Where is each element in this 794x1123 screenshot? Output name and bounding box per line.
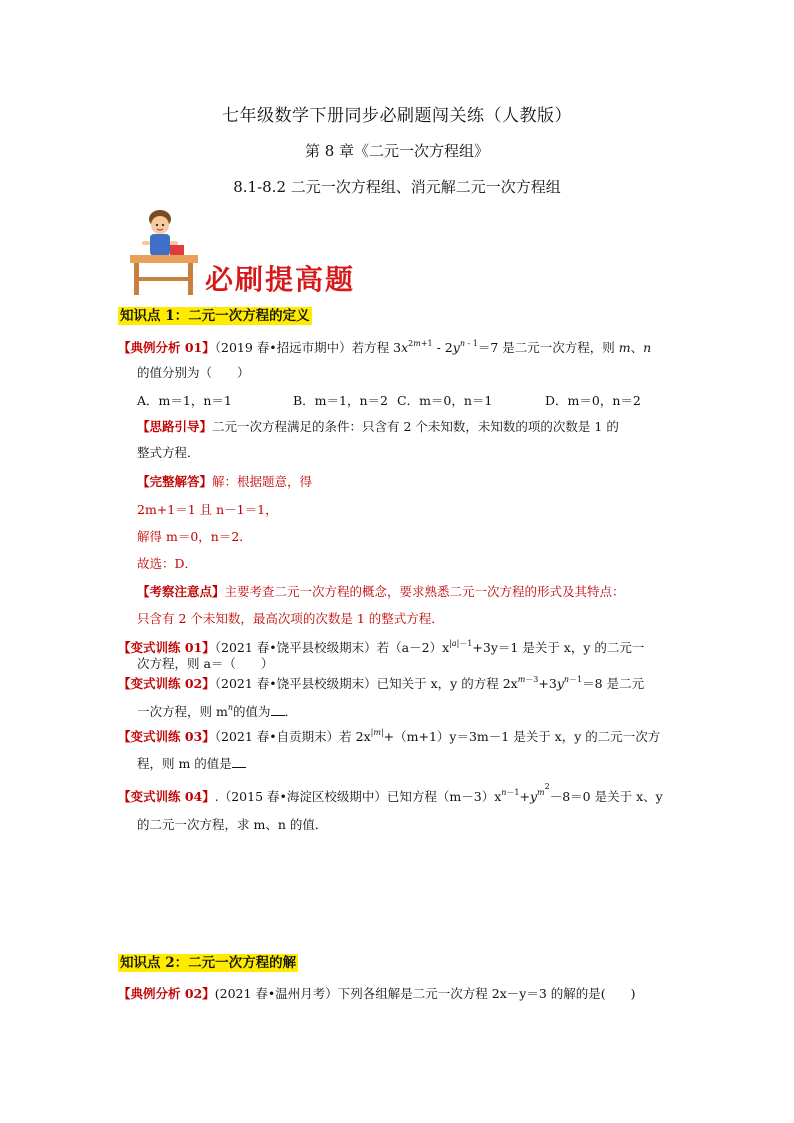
option-c: C．m＝0，n＝1 — [397, 393, 493, 408]
variant-1-line2: 次方程，则 a＝（ ） — [137, 656, 274, 671]
variant-2-line2: 一次方程，则 $m^n$的值为 ． — [137, 703, 298, 719]
knowledge-point-2: 知识点 2：二元一次方程的解 — [120, 955, 297, 971]
solution-answer: 故选：D． — [137, 556, 198, 571]
doc-title: 七年级数学下册同步必刷题闯关练（人教版） — [222, 106, 572, 126]
knowledge-point-1: 知识点 1：二元一次方程的定义 — [120, 308, 310, 324]
variant-4-line2: 的二元一次方程，求 m、n 的值． — [137, 817, 328, 832]
note: 【考察注意点】主要考查二元一次方程的概念，要求熟悉二元一次方程的形式及其特点： — [137, 584, 625, 599]
option-a: A．m＝1，n＝1 — [137, 393, 232, 408]
section-title: 8.1-8.2 二元一次方程组、消元解二元一次方程组 — [233, 178, 561, 196]
example-1-question-line2: 的值分别为（ ） — [137, 365, 250, 380]
hint-line2: 整式方程． — [137, 445, 200, 460]
variant-2: 【变式训练 02】（2021 春•饶平县校级期末）已知关于 x，y 的方程 $2x^{m-3}+3y^{n-1}=8$ 是二元 — [118, 675, 645, 691]
answer-blank[interactable] — [271, 703, 285, 716]
note-line2: 只含有 2 个未知数，最高次项的次数是 1 的整式方程． — [137, 611, 444, 626]
option-d: D．m＝0，n＝2 — [545, 393, 641, 408]
variant-3-line2: 程，则 m 的值是 — [137, 755, 246, 772]
example-1-question: 【典例分析 01】（2019 春•招远市期中）若方程 $3x^{2m+1} - 2y^{n - 1}=7$ 是二元一次方程，则 m、n — [118, 339, 652, 355]
hint: 【思路引导】二元一次方程满足的条件：只含有 2 个未知数，未知数的项的次数是 1 的 — [137, 419, 619, 434]
example-2-question: 【典例分析 02】(2021 春•温州月考）下列各组解是二元一次方程 2x－y＝3 的解的是( ) — [118, 986, 636, 1001]
solution-step-2: 解得 m＝0，n＝2． — [137, 529, 252, 544]
solution: 【完整解答】解：根据题意，得 — [137, 474, 313, 489]
variant-4: 【变式训练 04】.（2015 春•海淀区校级期中）已知方程$(m-3)x^{n-1}+y^{m^2}-8=0$ 是关于 x、y — [118, 782, 663, 804]
variant-1: 【变式训练 01】（2021 春•饶平县校级期末）若$(a-2)x^{|a|-1}+3y=1$ 是关于 x，y 的二元一 — [118, 639, 645, 655]
answer-blank[interactable] — [232, 755, 246, 768]
variant-3: 【变式训练 03】（2021 春•自贡期末）若 $2x^{|m|}+(m+1)y=3m-1$ 是关于 x，y 的二元一次方 — [118, 728, 661, 744]
option-b: B．m＝1，n＝2 — [293, 393, 388, 408]
banner-title: 必刷提高题 — [205, 263, 356, 296]
chapter-title: 第 8 章《二元一次方程组》 — [304, 142, 490, 160]
solution-step-1: 2m+1＝1 且 n－1＝1， — [137, 502, 278, 517]
